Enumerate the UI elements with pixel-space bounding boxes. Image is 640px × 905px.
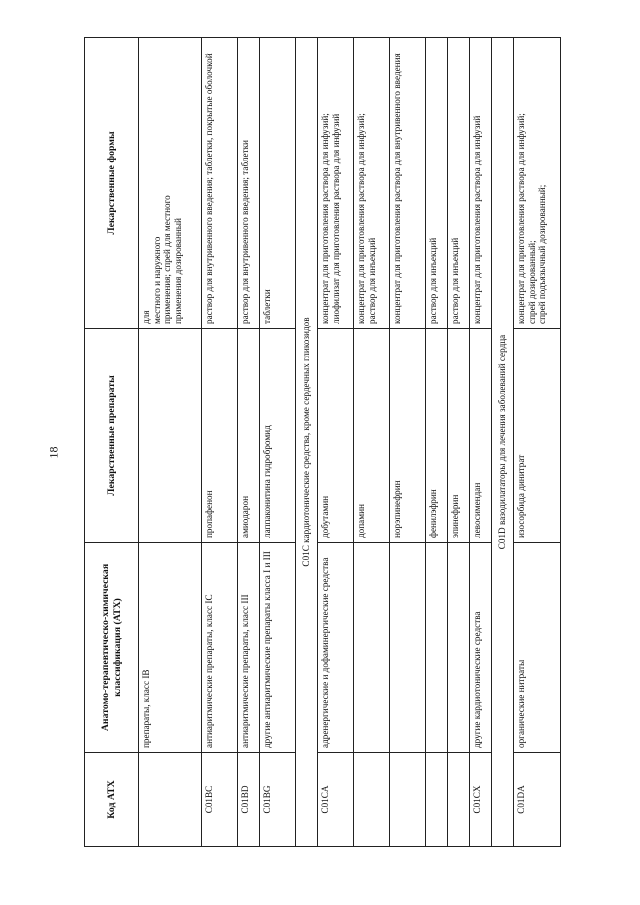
cell-code (390, 753, 426, 847)
form-line: раствор для инъекций (428, 237, 438, 324)
table-row (390, 38, 426, 847)
form-line: таблетки (262, 289, 272, 324)
form-line: раствор для инъекций (450, 237, 460, 324)
rotated-table-container (84, 38, 548, 847)
table-row (202, 38, 238, 847)
cell-forms (514, 38, 561, 329)
header-atc-class: Анатомо-терапевтическо-химическая классификация (АТХ) (85, 543, 139, 753)
cell-atc: органические нитраты (514, 543, 561, 753)
form-line: для (141, 310, 151, 324)
form-line: концентрат для приготовления раствора для внутривенного введения (392, 53, 402, 324)
cell-code: C01BD (238, 753, 260, 847)
cell-drug: пропафенон (202, 329, 238, 543)
cell-drug: норэпинефрин (390, 329, 426, 543)
cell-atc: антиаритмические препараты, класс III (238, 543, 260, 753)
table-row (514, 38, 561, 847)
form-line: раствор для внутривенного введения; таблетки (240, 140, 250, 324)
form-line: применения дозированный (172, 218, 183, 324)
cell-drug: левосимендан (470, 329, 492, 543)
cell-drug: лаппаконитина гидробромид (260, 329, 296, 543)
cell-forms (470, 38, 492, 329)
cell-forms (354, 38, 390, 329)
cell-atc (390, 543, 426, 753)
cell-atc: другие кардиотонические средства (470, 543, 492, 753)
cell-code (426, 753, 448, 847)
section-row (492, 38, 514, 847)
cell-atc: препараты, класс IB (139, 543, 202, 753)
cell-drug: допамин (354, 329, 390, 543)
cell-code: C01BC (202, 753, 238, 847)
cell-drug: амиодарон (238, 329, 260, 543)
cell-forms (318, 38, 354, 329)
cell-drug: изосорбида динитрат (514, 329, 561, 543)
table-row (470, 38, 492, 847)
section-heading: C01D вазодилататоры для лечения заболеваний сердца (492, 38, 514, 847)
cell-drug: фенилэфрин (426, 329, 448, 543)
form-line: спрей подъязычный дозированный; (537, 184, 548, 324)
form-line: концентрат для приготовления раствора для инфузий; (356, 113, 366, 324)
section-row (296, 38, 318, 847)
table-row (318, 38, 354, 847)
section-heading: C01C кардиотонические средства, кроме сердечных гликозидов (296, 38, 318, 847)
cell-atc (448, 543, 470, 753)
cell-atc (426, 543, 448, 753)
form-line: спрей дозированный; (526, 240, 537, 324)
table-row (139, 38, 202, 847)
cell-code: C01CX (470, 753, 492, 847)
cell-forms (139, 38, 202, 329)
cell-drug: добутамин (318, 329, 354, 543)
cell-drug (139, 329, 202, 543)
cell-forms (448, 38, 470, 329)
cell-code (448, 753, 470, 847)
cell-forms (202, 38, 238, 329)
header-drugs: Лекарственные препараты (85, 329, 139, 543)
table-row (354, 38, 390, 847)
drug-table (84, 37, 561, 847)
form-line: применения; спрей для местного (162, 195, 173, 324)
form-line: раствор для инъекций (366, 237, 377, 324)
form-line: концентрат для приготовления раствора для инфузий; (516, 113, 526, 324)
header-forms: Лекарственные формы (85, 38, 139, 329)
page-number: 18 (46, 446, 61, 459)
cell-code: C01CA (318, 753, 354, 847)
cell-forms (426, 38, 448, 329)
cell-atc (354, 543, 390, 753)
form-line: концентрат для приготовления раствора для инфузий (472, 115, 482, 324)
cell-forms (238, 38, 260, 329)
form-line: местного и наружного (151, 236, 162, 324)
cell-code: C01DA (514, 753, 561, 847)
header-code: Код АТХ (85, 753, 139, 847)
form-line: концентрат для приготовления раствора для инфузий; (320, 113, 330, 324)
table-row (260, 38, 296, 847)
cell-atc: адренергические и дофаминергические средства (318, 543, 354, 753)
form-line: лиофилизат для приготовления раствора для инфузий (330, 113, 341, 324)
cell-forms (260, 38, 296, 329)
cell-code (139, 753, 202, 847)
form-line: раствор для внутривенного введения; таблетки, покрытые оболочкой (204, 53, 214, 324)
cell-code: C01BG (260, 753, 296, 847)
cell-code (354, 753, 390, 847)
cell-atc: другие антиаритмические препараты класса I и III (260, 543, 296, 753)
cell-atc: антиаритмические препараты, класс IC (202, 543, 238, 753)
table-row (238, 38, 260, 847)
cell-drug: эпинефрин (448, 329, 470, 543)
table-row (448, 38, 470, 847)
table-row (426, 38, 448, 847)
cell-forms (390, 38, 426, 329)
